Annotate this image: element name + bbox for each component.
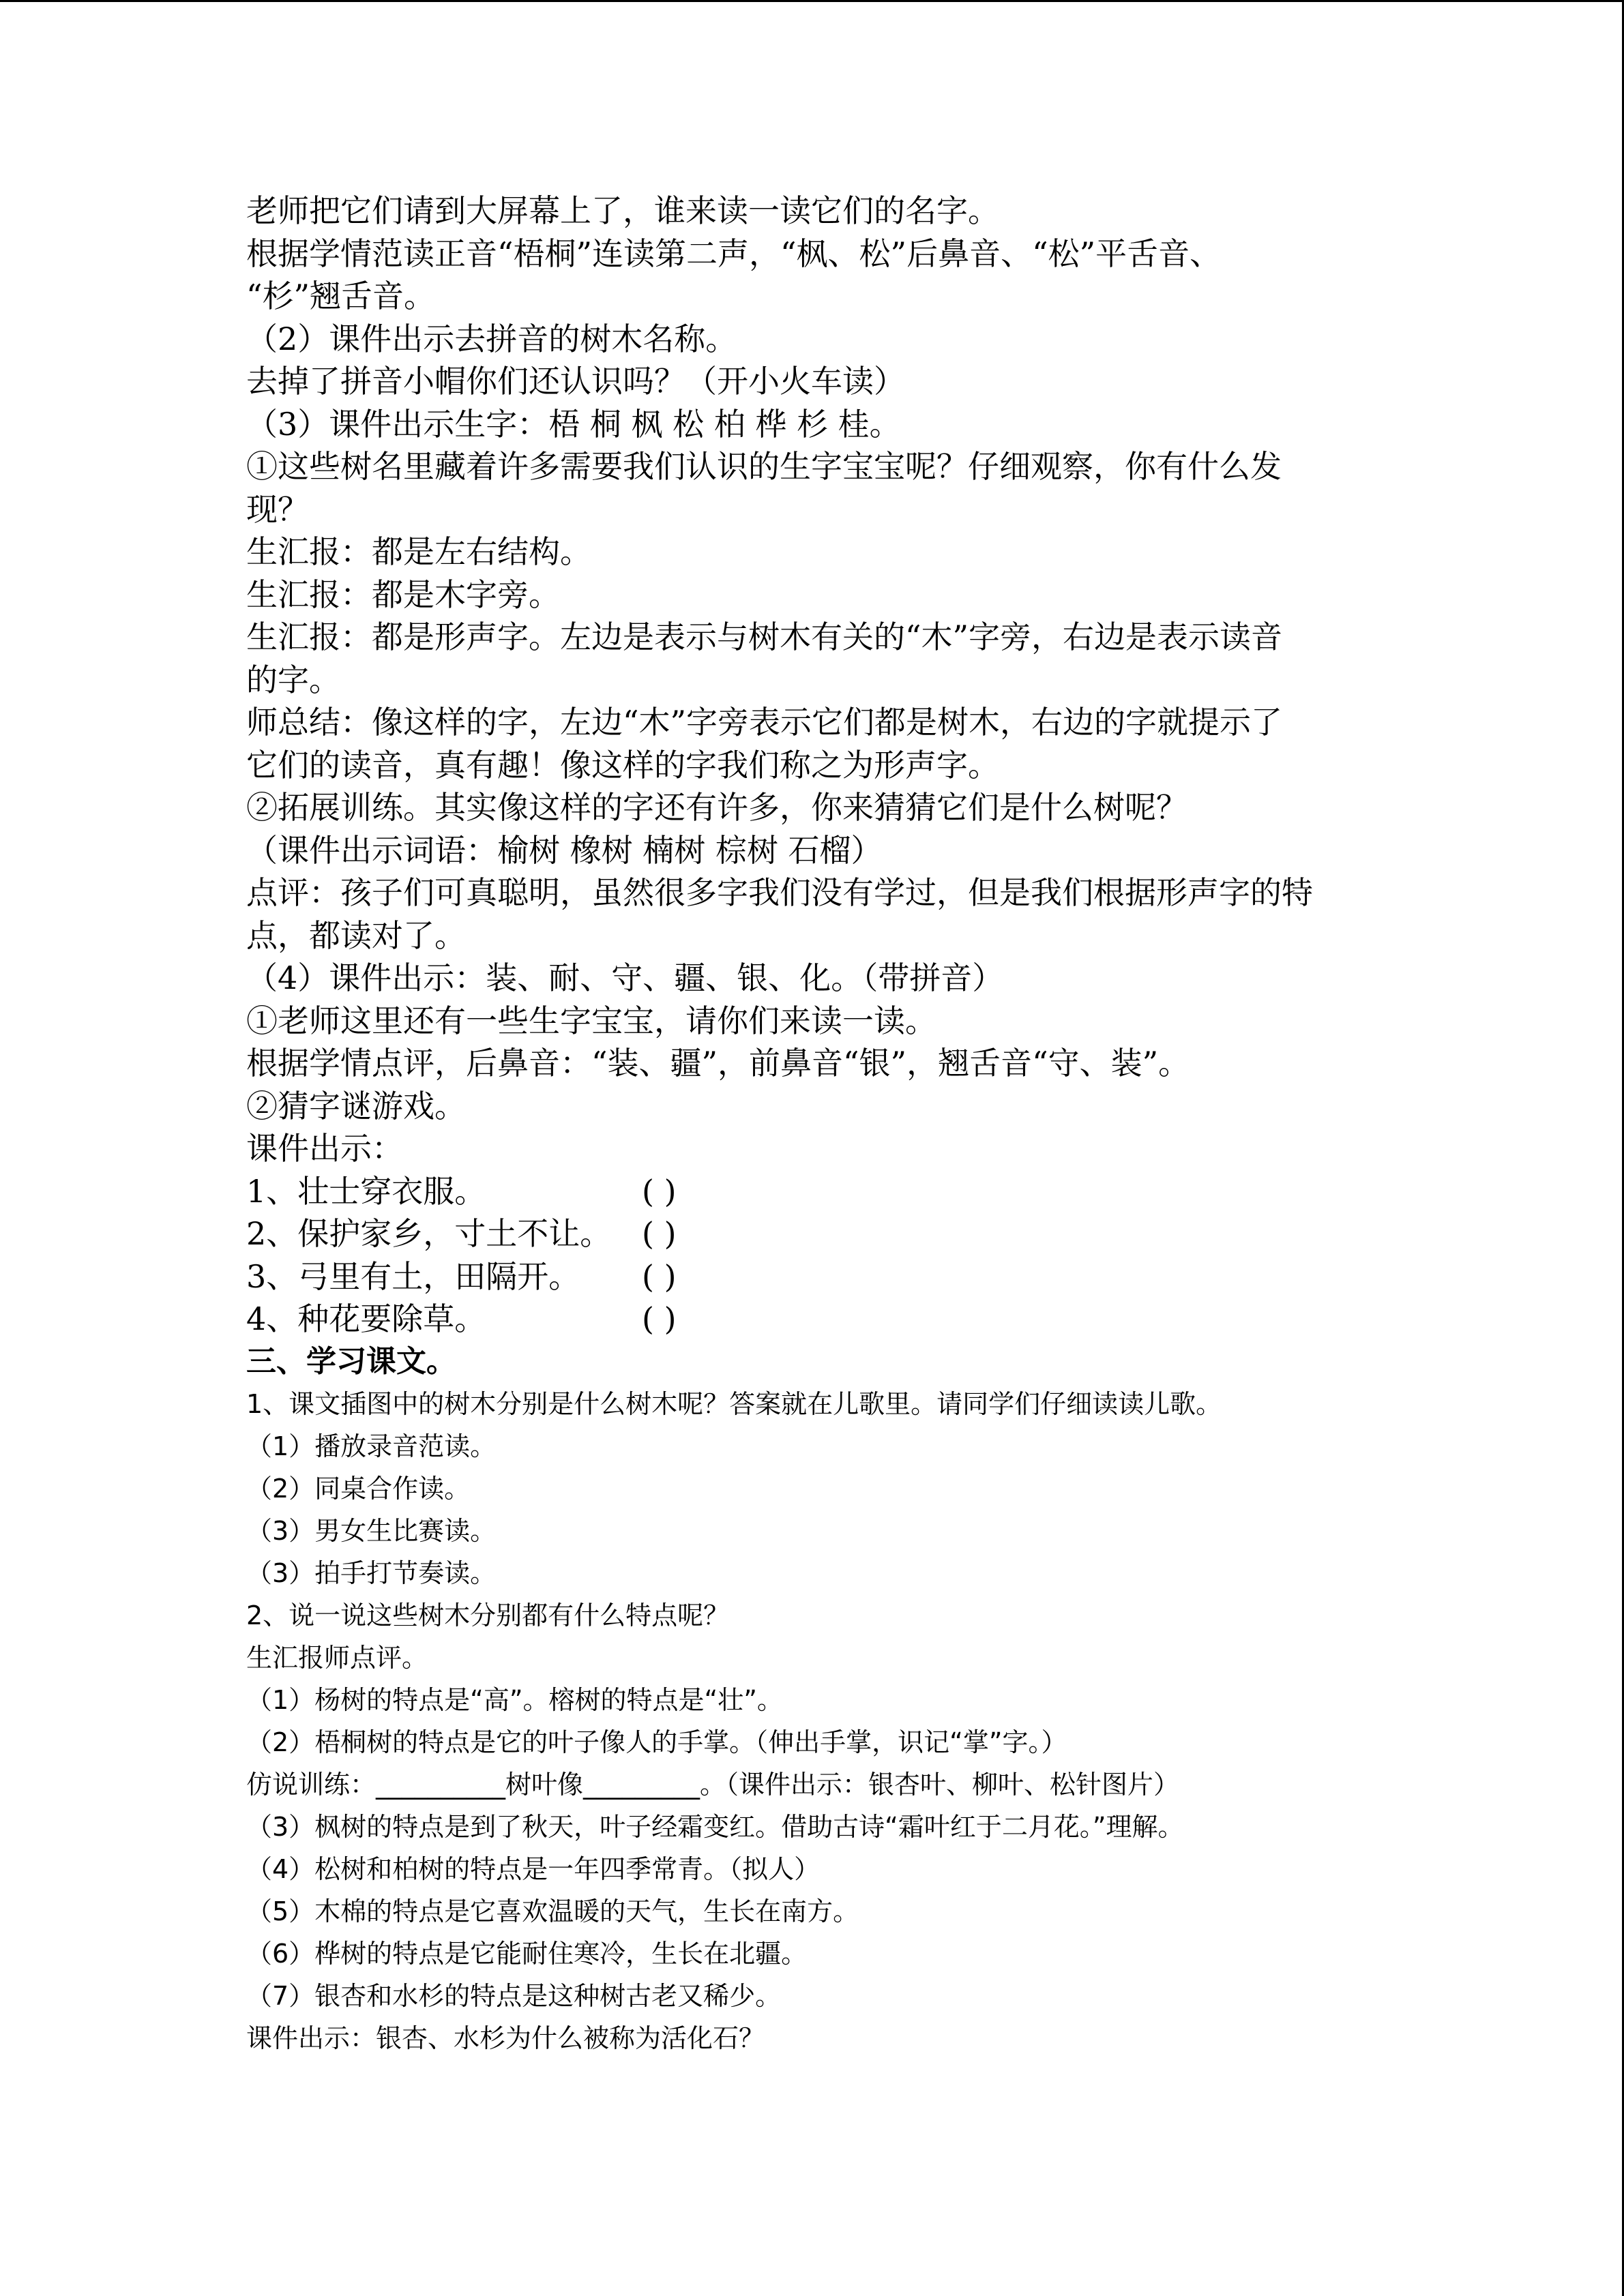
riddle-item [246, 1212, 1419, 1255]
text-line: 点，都读对了。 [246, 916, 466, 954]
text-line: （2）梧桐树的特点是它的叶子像人的手掌。（伸出手掌，识记“掌”字。） [246, 1727, 1067, 1757]
riddle-question: 2、保护家乡，寸土不让。 [246, 1215, 612, 1252]
text-line: （6）桦树的特点是它能耐住寒冷，生长在北疆。 [246, 1938, 808, 1969]
text-line: 2、说一说这些树木分别都有什么特点呢？ [246, 1600, 730, 1630]
riddle-question: 3、弓里有土，田隔开。 [246, 1257, 580, 1295]
riddle-question: 1、壮士穿衣服。 [246, 1172, 486, 1210]
text-line: 现？ [246, 490, 309, 528]
text-line: （3）课件出示生字：梧 桐 枫 松 柏 桦 杉 桂。 [246, 405, 901, 443]
text-line: 1、课文插图中的树木分别是什么树木呢？答案就在儿歌里。请同学们仔细读读儿歌。 [246, 1388, 1222, 1419]
text-line: （7）银杏和水杉的特点是这种树古老又稀少。 [246, 1980, 782, 2011]
text-line: 生汇报师点评。 [246, 1642, 428, 1673]
riddle-item [246, 1255, 1419, 1298]
text-line: （3）枫树的特点是到了秋天，叶子经霜变红。借助古诗“霜叶红于二月花。”理解。 [246, 1811, 1184, 1842]
text-line: ②猜字谜游戏。 [246, 1087, 466, 1124]
riddle-answer-blank: ( ) [642, 1172, 677, 1210]
riddle-item [246, 1298, 1419, 1341]
text-line: 仿说训练：__________树叶像_________。（课件出示：银杏叶、柳叶、松针图片） [246, 1769, 1180, 1800]
text-line: “杉”翘舌音。 [246, 278, 436, 314]
text-line: ②拓展训练。其实像这样的字还有许多，你来猜猜它们是什么树呢？ [246, 789, 1187, 826]
text-line: 师总结：像这样的字，左边“木”字旁表示它们都是树木，右边的字就提示了 [246, 704, 1283, 741]
text-line: 老师把它们请到大屏幕上了，谁来读一读它们的名字。 [246, 192, 999, 229]
section-heading: 三、学习课文。 [246, 1343, 456, 1379]
riddle-question: 4、种花要除草。 [246, 1300, 486, 1337]
riddle-answer-blank: ( ) [642, 1257, 677, 1295]
text-line: 生汇报：都是木字旁。 [246, 576, 560, 613]
text-line: 它们的读音，真有趣！像这样的字我们称之为形声字。 [246, 746, 999, 784]
text-line: 根据学情范读正音“梧桐”连读第二声，“枫、松”后鼻音、“松”平舌音、 [246, 235, 1222, 272]
text-line: （4）松树和柏树的特点是一年四季常青。（拟人） [246, 1853, 821, 1884]
text-line: 点评：孩子们可真聪明，虽然很多字我们没有学过，但是我们根据形声字的特 [246, 874, 1313, 911]
text-line: （课件出示词语：榆树 橡树 楠树 棕树 石榴） [246, 831, 883, 869]
text-line: ①这些树名里藏着许多需要我们认识的生字宝宝呢？仔细观察，你有什么发 [246, 448, 1282, 485]
text-line: （1）播放录音范读。 [246, 1431, 497, 1461]
text-line: 生汇报：都是左右结构。 [246, 533, 591, 570]
text-line: 课件出示：银杏、水杉为什么被称为活化石？ [246, 2023, 765, 2053]
text-line: 的字。 [246, 661, 340, 698]
text-line: （5）木棉的特点是它喜欢温暖的天气，生长在南方。 [246, 1896, 859, 1926]
text-line: 根据学情点评，后鼻音：“装、疆”，前鼻音“银”，翘舌音“守、装”。 [246, 1045, 1190, 1082]
text-line: ①老师这里还有一些生字宝宝，请你们来读一读。 [246, 1002, 936, 1039]
document-body [246, 190, 1419, 2059]
riddle-item [246, 1170, 1419, 1213]
text-line: （2）课件出示去拼音的树木名称。 [246, 320, 737, 357]
text-line: （2）同桌合作读。 [246, 1473, 471, 1504]
text-line: （4）课件出示：装、耐、守、疆、银、化。（带拼音） [246, 959, 1004, 996]
text-line: （1）杨树的特点是“高”。榕树的特点是“壮”。 [246, 1684, 783, 1715]
text-line: （3）男女生比赛读。 [246, 1515, 497, 1546]
text-line: 课件出示： [246, 1130, 403, 1167]
text-line: 生汇报：都是形声字。左边是表示与树木有关的“木”字旁，右边是表示读音 [246, 618, 1283, 655]
riddle-answer-blank: ( ) [642, 1215, 677, 1252]
text-line: （3）拍手打节奏读。 [246, 1557, 497, 1588]
riddle-answer-blank: ( ) [642, 1300, 677, 1337]
text-line: 去掉了拼音小帽你们还认识吗？（开小火车读） [246, 363, 905, 400]
